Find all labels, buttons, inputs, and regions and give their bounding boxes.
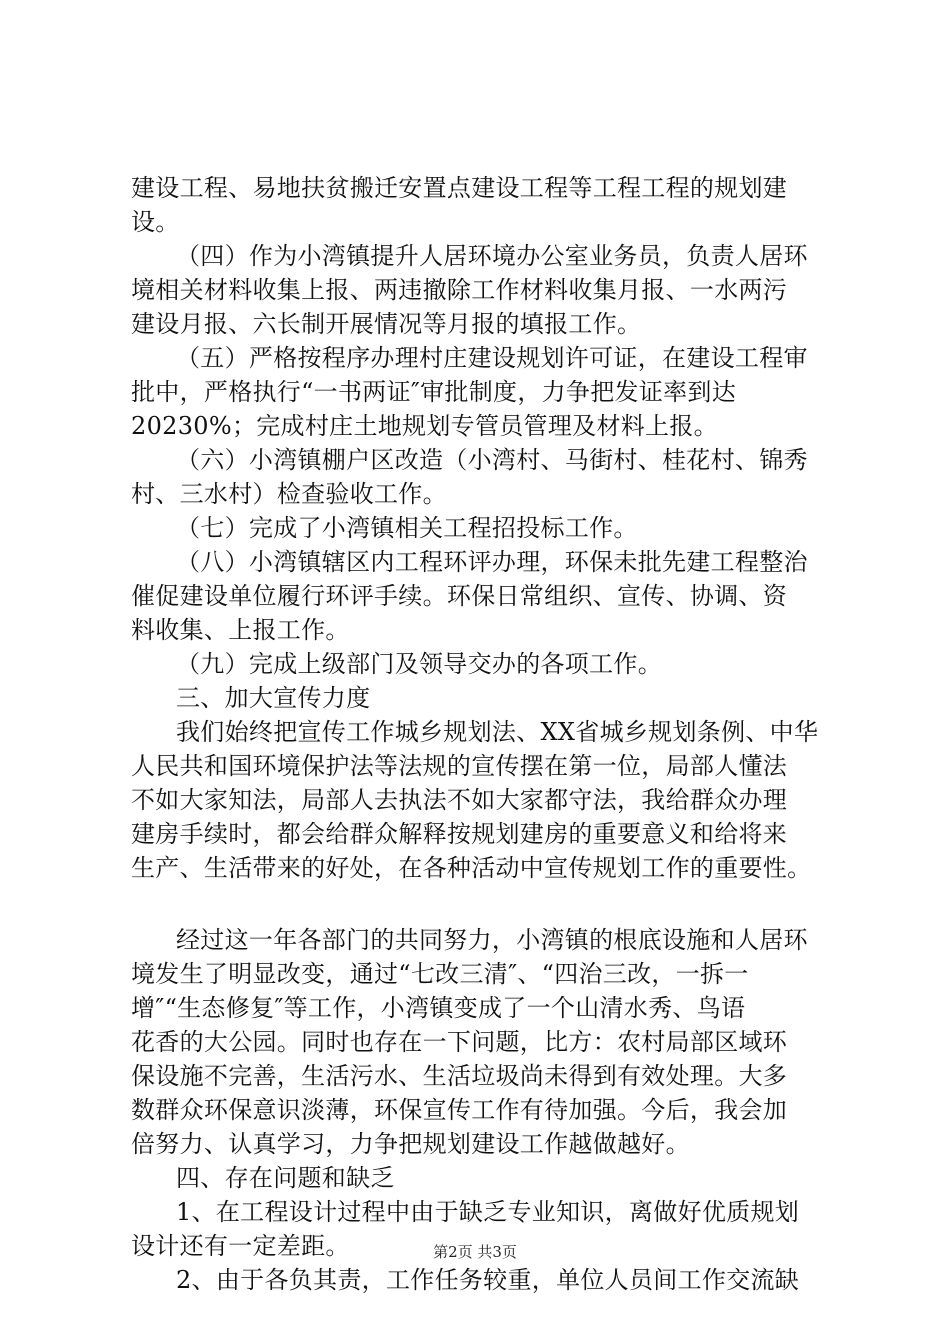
section-heading: 四、存在问题和缺乏 — [176, 1164, 395, 1192]
section-heading: 三、加大宣传力度 — [176, 684, 371, 712]
text-line: 境发生了明显改变，通过“七改三清″、“四治三改，一拆一 — [131, 960, 749, 988]
text-line: 境相关材料收集上报、两违撤除工作材料收集月报、一水两污 — [131, 276, 788, 304]
text-line: 倍努力、认真学习，力争把规划建设工作越做越好。 — [131, 1130, 690, 1158]
text-line: 花香的大公园。同时也存在一下问题，比方：农村局部区域环 — [131, 1028, 788, 1056]
text-line: 数群众环保意识淡薄，环保宣传工作有待加强。今后，我会加 — [131, 1096, 788, 1124]
paragraph-gap — [131, 885, 851, 923]
text-line: 设计还有一定差距。 — [131, 1232, 350, 1260]
text-line: 催促建设单位履行环评手续。环保日常组织、宣传、协调、资 — [131, 582, 788, 610]
text-line: 保设施不完善，生活污水、生活垃圾尚未得到有效处理。大多 — [131, 1062, 788, 1090]
text-line: （四）作为小湾镇提升人居环境办公室业务员，负责人居环 — [176, 242, 808, 270]
text-line: （八）小湾镇辖区内工程环评办理，环保未批先建工程整治 — [176, 548, 808, 576]
text-line: （九）完成上级部门及领导交办的各项工作。 — [176, 650, 662, 678]
text-line: 建设工程、易地扶贫搬迁安置点建设工程等工程工程的规划建 — [131, 174, 788, 202]
document-body — [131, 171, 851, 1297]
text-line: 经过这一年各部门的共同努力，小湾镇的根底设施和人居环 — [176, 926, 808, 954]
text-line: （六）小湾镇棚户区改造（小湾村、马街村、桂花村、锦秀 — [176, 446, 808, 474]
text-line: 村、三水村）检查验收工作。 — [131, 480, 447, 508]
text-line: 不如大家知法，局部人去执法不如大家都守法，我给群众办理 — [131, 786, 788, 814]
text-line: 我们始终把宣传工作城乡规划法、XX省城乡规划条例、中华 — [176, 718, 819, 746]
page-number-footer: 第2页 共3页 — [433, 1243, 517, 1261]
text-line: 20230%；完成村庄土地规划专管员管理及材料上报。 — [131, 412, 718, 440]
text-line: 设。 — [131, 208, 180, 236]
text-line: 2、由于各负其责，工作任务较重，单位人员间工作交流缺 — [176, 1266, 800, 1294]
text-line: 1、在工程设计过程中由于缺乏专业知识，离做好优质规划 — [176, 1198, 800, 1226]
text-line: 建设月报、六长制开展情况等月报的填报工作。 — [131, 310, 642, 338]
text-line: 生产、生活带来的好处，在各种活动中宣传规划工作的重要性。 — [131, 854, 812, 882]
text-line: 增″“生态修复″等工作，小湾镇变成了一个山清水秀、鸟语 — [131, 994, 746, 1022]
text-line: 建房手续时，都会给群众解释按规划建房的重要意义和给将来 — [131, 820, 788, 848]
text-line: （五）严格按程序办理村庄建设规划许可证，在建设工程审 — [176, 344, 808, 372]
text-line: 料收集、上报工作。 — [131, 616, 350, 644]
text-line: 人民共和国环境保护法等法规的宣传摆在第一位，局部人懂法 — [131, 752, 788, 780]
text-line: （七）完成了小湾镇相关工程招投标工作。 — [176, 514, 638, 542]
text-line: 批中，严格执行“一书两证″审批制度，力争把发证率到达 — [131, 378, 737, 406]
